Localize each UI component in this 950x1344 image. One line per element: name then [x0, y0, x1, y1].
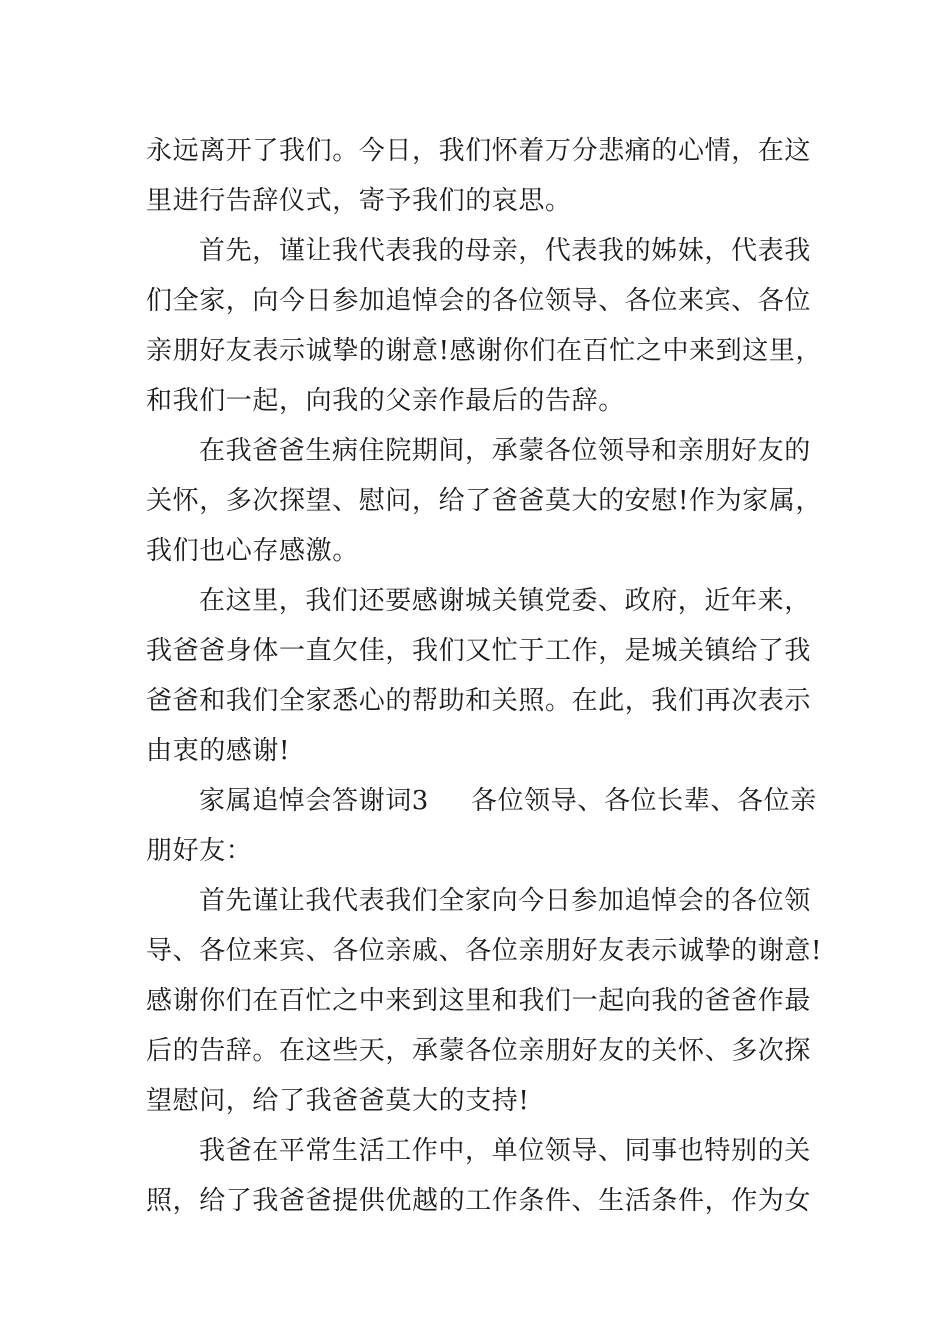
text-line: 我爸爸身体一直欠佳，我们又忙于工作，是城关镇给了我 [146, 636, 812, 666]
text-line: 关怀，多次探望、慰问，给了爸爸莫大的安慰!作为家属， [146, 486, 823, 516]
paragraph-start-line: 首先，谨让我代表我的母亲，代表我的姊妹，代表我 [199, 236, 811, 266]
text-line: 亲朋好友表示诚挚的谢意!感谢你们在百忙之中来到这里， [146, 336, 823, 366]
text-line: 由衷的感谢! [146, 736, 291, 766]
text-line: 导、各位来宾、各位亲戚、各位亲朋好友表示诚挚的谢意! [146, 936, 823, 966]
text-line: 永远离开了我们。今日，我们怀着万分悲痛的心情，在这 [146, 136, 812, 166]
text-line: 望慰问，给了我爸爸莫大的支持! [146, 1086, 530, 1116]
text-line: 们全家，向今日参加追悼会的各位领导、各位来宾、各位 [146, 286, 812, 316]
text-line: 里进行告辞仪式，寄予我们的哀思。 [146, 186, 572, 216]
paragraph-start-line: 我爸在平常生活工作中，单位领导、同事也特别的关 [199, 1136, 811, 1166]
paragraph-start-line: 在我爸爸生病住院期间，承蒙各位领导和亲朋好友的 [199, 436, 811, 466]
paragraph-start-line: 在这里，我们还要感谢城关镇党委、政府，近年来， [199, 586, 811, 616]
text-line: 朋好友： [146, 836, 253, 866]
section-title: 家属追悼会答谢词3 [199, 786, 429, 816]
paragraph-start-line: 首先谨让我代表我们全家向今日参加追悼会的各位领 [199, 886, 811, 916]
text-line: 我们也心存感激。 [146, 536, 359, 566]
text-line: 后的告辞。在这些天，承蒙各位亲朋好友的关怀、多次探 [146, 1036, 812, 1066]
text-line: 照，给了我爸爸提供优越的工作条件、生活条件，作为女 [146, 1186, 812, 1216]
section-heading-line [199, 786, 869, 816]
salutation: 各位领导、各位长辈、各位亲 [470, 786, 817, 816]
text-line: 感谢你们在百忙之中来到这里和我们一起向我的爸爸作最 [146, 986, 812, 1016]
text-line: 和我们一起，向我的父亲作最后的告辞。 [146, 386, 625, 416]
text-line: 爸爸和我们全家悉心的帮助和关照。在此，我们再次表示 [146, 686, 812, 716]
